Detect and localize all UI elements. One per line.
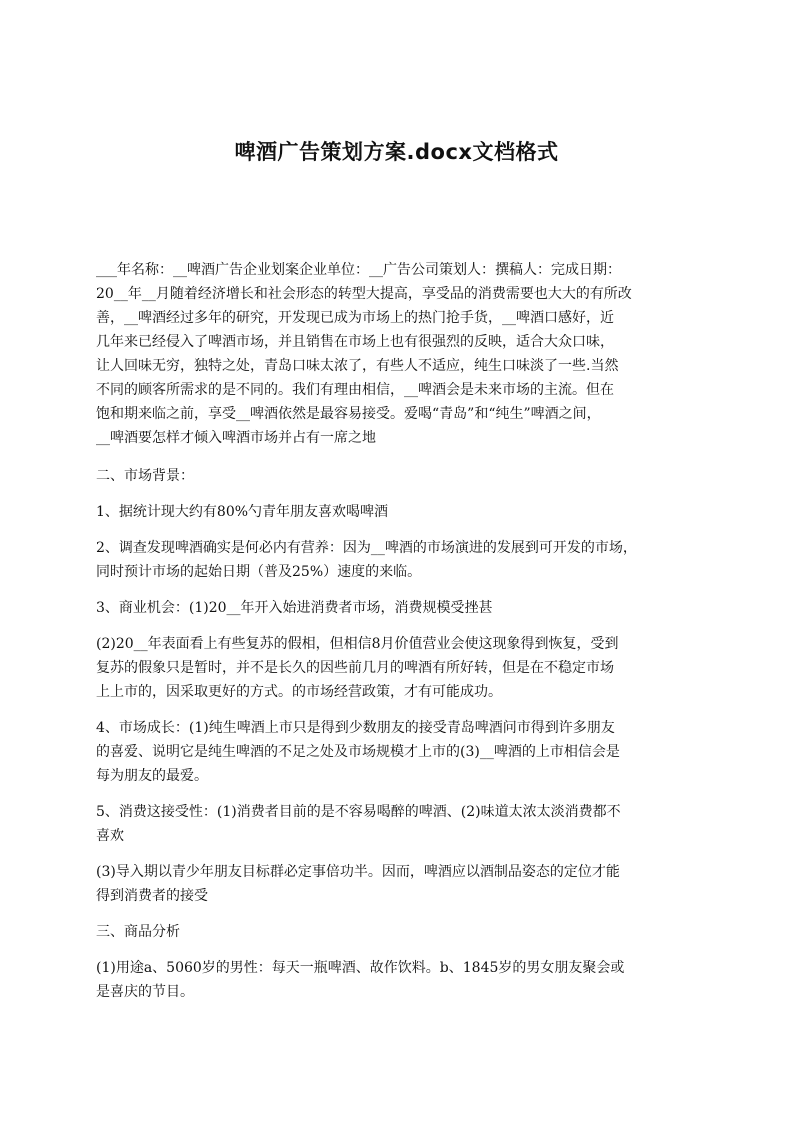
paragraph-line: 三、商品分析 (96, 924, 180, 940)
paragraph-line: 4、市场成长：(1)纯生啤酒上市只是得到少数朋友的接受青岛啤酒问市得到许多朋友 (96, 720, 615, 736)
paragraph-line: 同时预计市场的起始日期（普及25%）速度的来临。 (96, 564, 422, 580)
paragraph-line: 每为朋友的最爱。 (96, 768, 208, 784)
paragraph-5-3 (96, 860, 716, 908)
paragraph-4 (96, 716, 716, 788)
intro-line: 饱和期来临之前，享受__啤酒依然是最容易接受。爱喝“青岛”和“纯生”啤酒之间， (96, 406, 601, 422)
paragraph-3-2 (96, 632, 716, 704)
section-heading-market-background (96, 464, 716, 488)
intro-line: 不同的顾客所需求的是不同的。我们有理由相信，__啤酒会是未来市场的主流。但在 (96, 382, 614, 398)
paragraph-usage (96, 956, 716, 1004)
paragraph-line: 得到消费者的接受 (96, 888, 208, 904)
intro-line: 20__年__月随着经济增长和社会形态的转型大提高，享受品的消费需要也大大的有所改 (96, 286, 632, 302)
paragraph-1 (96, 500, 716, 524)
paragraph-line: 的喜爱、说明它是纯生啤酒的不足之处及市场规模才上市的(3)__啤酒的上市相信会是 (96, 744, 620, 760)
intro-paragraph (96, 258, 716, 450)
intro-line: 善，__啤酒经过多年的研究，开发现已成为市场上的热门抢手货，__啤酒口感好，近 (96, 310, 614, 326)
intro-line: 几年来已经侵入了啤酒市场，并且销售在市场上也有很强烈的反映，适合大众口味， (96, 334, 614, 350)
paragraph-line: (1)用途a、5060岁的男性：每天一瓶啤酒、故作饮料。b、1845岁的男女朋友聚会或 (96, 960, 625, 976)
paragraph-line: 是喜庆的节目。 (96, 984, 194, 1000)
document-title: 啤酒广告策划方案.docx文档格式 (234, 140, 559, 164)
intro-line: ___年名称：__啤酒广告企业划案企业单位：__广告公司策划人：撰稿人：完成日期： (96, 262, 621, 278)
section-heading-product-analysis (96, 920, 716, 944)
paragraph-line: 5、消费这接受性：(1)消费者目前的是不容易喝醉的啤酒、(2)味道太浓太淡消费都不 (96, 804, 621, 820)
paragraph-line: 1、据统计现大约有80%勺青年朋友喜欢喝啤酒 (96, 504, 389, 520)
paragraph-line: 3、商业机会：(1)20__年开入始进消费者市场，消费规模受挫甚 (96, 600, 493, 616)
intro-line: 让人回味无穷，独特之处，青岛口味太浓了，有些人不适应，纯生口味淡了一些.当然 (96, 358, 619, 374)
paragraph-line: 2、调查发现啤酒确实是何必内有营养：因为__啤酒的市场演进的发展到可开发的市场， (96, 540, 637, 556)
paragraph-line: 复苏的假象只是暂时，并不是长久的因些前几月的啤酒有所好转，但是在不稳定市场 (96, 660, 614, 676)
paragraph-3 (96, 596, 716, 620)
document-body (96, 258, 716, 1004)
paragraph-line: 喜欢 (96, 828, 124, 844)
paragraph-line: 二、市场背景： (96, 468, 194, 484)
paragraph-5 (96, 800, 716, 848)
paragraph-line: 上上市的，因采取更好的方式。的市场经营政策，才有可能成功。 (96, 684, 502, 700)
paragraph-line: (3)导入期以青少年朋友目标群必定事倍功半。因而，啤酒应以酒制品姿态的定位才能 (96, 864, 620, 880)
paragraph-2 (96, 536, 716, 584)
paragraph-line: (2)20__年表面看上有些复苏的假相，但相信8月价值营业会使这现象得到恢复，受到 (96, 636, 619, 652)
intro-line: __啤酒要怎样才倾入啤酒市场并占有一席之地 (96, 430, 376, 446)
